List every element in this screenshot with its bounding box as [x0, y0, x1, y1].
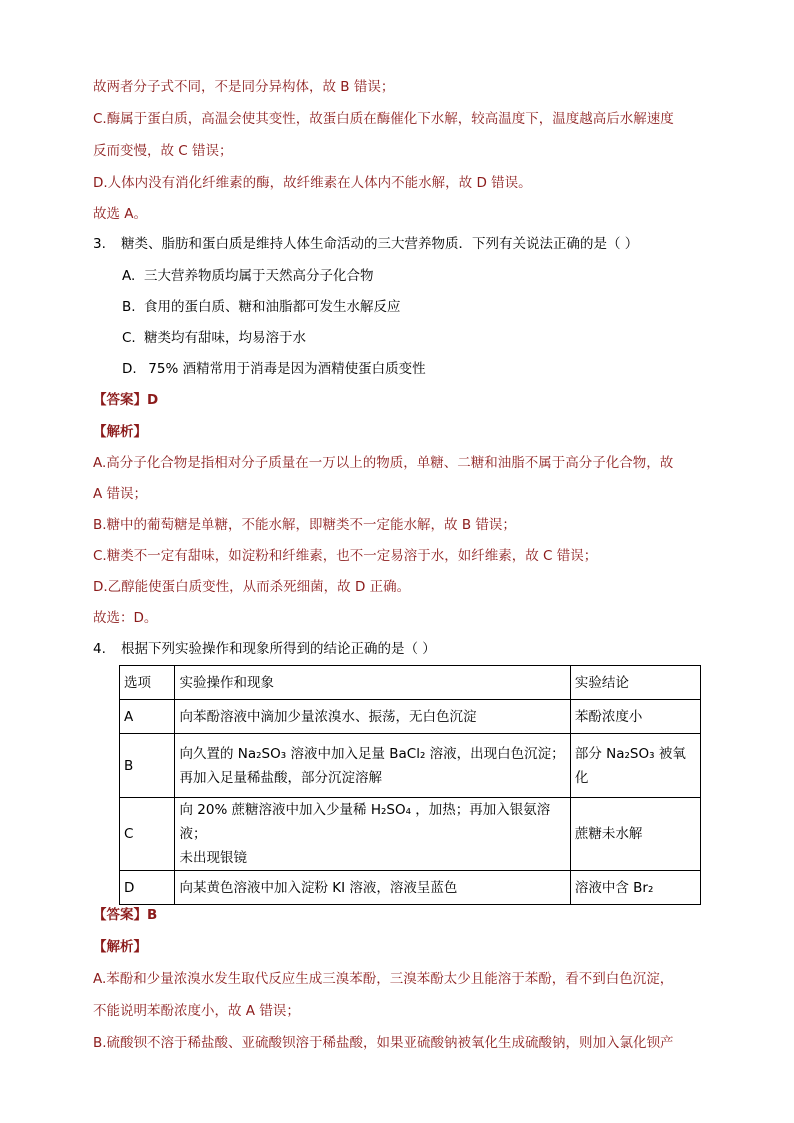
- question-text: 根据下列实验操作和现象所得到的结论正确的是（ ）: [121, 641, 436, 657]
- table-row: [120, 871, 701, 905]
- answer-label: 【答案】B: [93, 907, 158, 923]
- operation-line: 向久置的 Na₂SO₃ 溶液中加入足量 BaCl₂ 溶液，出现白色沉淀；: [179, 745, 565, 762]
- table-cell-option: B: [120, 734, 175, 798]
- operation-line: 未出现银镜: [179, 850, 247, 866]
- option-label: C.: [122, 330, 136, 346]
- table-row: [120, 798, 701, 871]
- table-cell-option: D: [120, 871, 175, 905]
- analysis-line: D.乙醇能使蛋白质变性，从而杀死细菌，故 D 正确。: [93, 579, 411, 595]
- table-cell-conclusion: 部分 Na₂SO₃ 被氧化: [570, 734, 700, 798]
- question-3-stem: [93, 234, 638, 254]
- analysis-line: 故选：D。: [93, 610, 158, 626]
- table-cell-operation: 向苯酚溶液中滴加少量浓溴水、振荡，无白色沉淀: [175, 700, 570, 734]
- option-b: [122, 297, 401, 317]
- table-cell-conclusion: 苯酚浓度小: [570, 700, 700, 734]
- option-c: [122, 328, 306, 348]
- analysis-title: 【解析】: [93, 939, 147, 955]
- table-header-row: [120, 666, 701, 700]
- analysis-line: A.苯酚和少量浓溴水发生取代反应生成三溴苯酚，三溴苯酚太少且能溶于苯酚，看不到白色沉淀，: [93, 971, 674, 987]
- analysis-line: A.高分子化合物是指相对分子质量在一万以上的物质，单糖、二糖和油脂不属于高分子化合物，故: [93, 455, 674, 471]
- table-cell-option: C: [120, 798, 175, 871]
- table-row: [120, 700, 701, 734]
- analysis-line: 故选 A。: [93, 206, 148, 222]
- table-header-cell: 实验操作和现象: [175, 666, 570, 700]
- analysis-line: C.酶属于蛋白质，高温会使其变性，故蛋白质在酶催化下水解，较高温度下，温度越高后水解速度: [93, 111, 674, 127]
- operation-line: 向 20% 蔗糖溶液中加入少量稀 H₂SO₄ ，加热；再加入银氨溶液；: [179, 802, 551, 842]
- question-number: 3.: [93, 236, 106, 252]
- question-text: 糖类、脂肪和蛋白质是维持人体生命活动的三大营养物质．下列有关说法正确的是（ ）: [121, 236, 639, 252]
- option-label: D.: [122, 361, 137, 377]
- analysis-line: C.糖类不一定有甜味，如淀粉和纤维素，也不一定易溶于水，如纤维素，故 C 错误；: [93, 548, 598, 564]
- table-header-cell: 实验结论: [570, 666, 700, 700]
- analysis-line: A 错误；: [93, 486, 148, 502]
- option-label: B.: [122, 299, 136, 315]
- option-text: 三大营养物质均属于天然高分子化合物: [144, 268, 374, 284]
- analysis-line: 不能说明苯酚浓度小，故 A 错误；: [93, 1003, 300, 1019]
- question-number: 4.: [93, 641, 106, 657]
- analysis-line: 反而变慢，故 C 错误；: [93, 143, 233, 159]
- table-cell-operation: [175, 734, 570, 798]
- table-header-cell: 选项: [120, 666, 175, 700]
- analysis-line: B.糖中的葡萄糖是单糖，不能水解，即糖类不一定能水解，故 B 错误；: [93, 517, 516, 533]
- table-cell-option: A: [120, 700, 175, 734]
- table-cell-conclusion: 蔗糖未水解: [570, 798, 700, 871]
- option-label: A.: [122, 268, 136, 284]
- answer-label: 【答案】D: [93, 392, 159, 408]
- table-cell-operation: [175, 798, 570, 871]
- table-row: [120, 734, 701, 798]
- question-4-stem: [93, 639, 436, 659]
- table-cell-conclusion: 溶液中含 Br₂: [570, 871, 700, 905]
- option-d: [122, 359, 426, 379]
- analysis-line: B.硫酸钡不溶于稀盐酸、亚硫酸钡溶于稀盐酸，如果亚硫酸钠被氧化生成硫酸钠，则加入氯化钡产: [93, 1035, 674, 1051]
- analysis-line: D.人体内没有消化纤维素的酶，故纤维素在人体内不能水解，故 D 错误。: [93, 175, 532, 191]
- analysis-title: 【解析】: [93, 424, 147, 440]
- analysis-line: 故两者分子式不同，不是同分异构体，故 B 错误；: [93, 79, 395, 95]
- option-a: [122, 266, 374, 286]
- option-text: 食用的蛋白质、糖和油脂都可发生水解反应: [144, 299, 401, 315]
- experiment-table: [119, 665, 701, 905]
- option-text: 75% 酒精常用于消毒是因为酒精使蛋白质变性: [144, 361, 426, 377]
- table-cell-operation: 向某黄色溶液中加入淀粉 KI 溶液，溶液呈蓝色: [175, 871, 570, 905]
- operation-line: 再加入足量稀盐酸，部分沉淀溶解: [179, 769, 382, 786]
- option-text: 糖类均有甜味，均易溶于水: [144, 330, 306, 346]
